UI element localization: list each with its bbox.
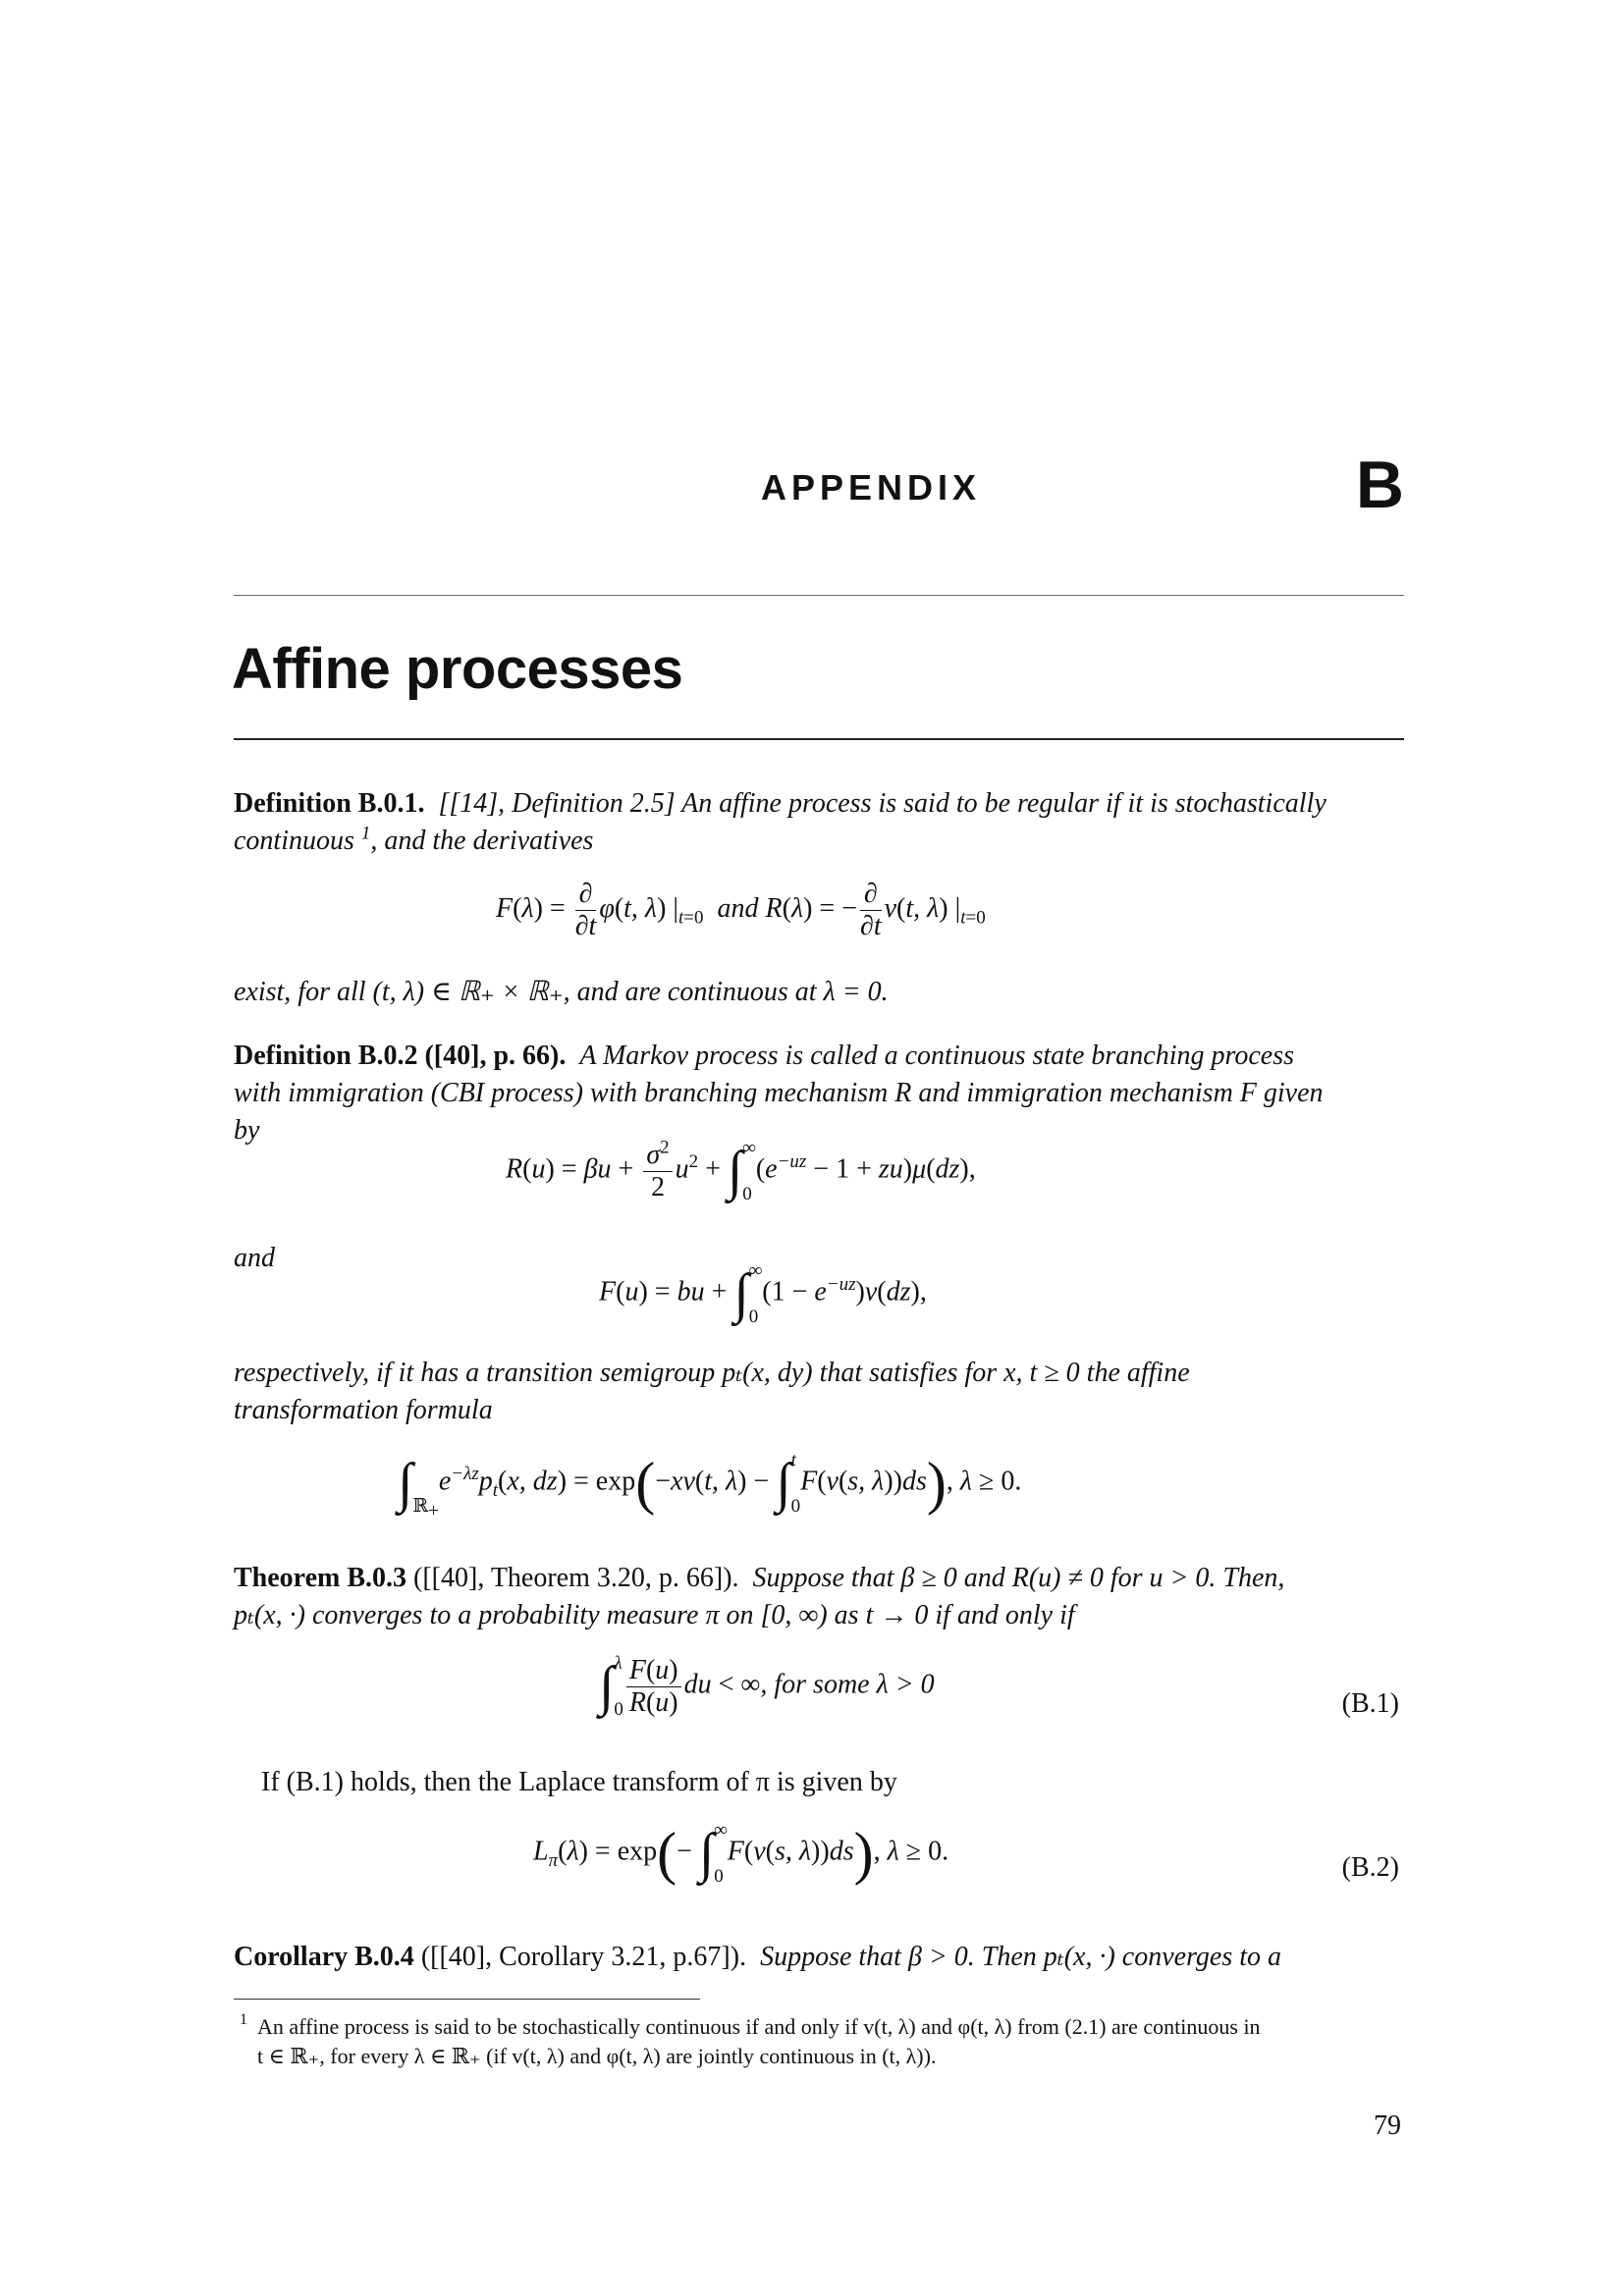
- equation-branching: R(u) = βu + $\frac{\sigma^2}{2}$ $u^2$ + ∫ ∞ 0 $(e^{-uz} - 1 + zu)\mu(dz)$,: [506, 1137, 976, 1204]
- B1-condition: , for some λ > 0: [760, 1669, 935, 1700]
- chapter-title: Affine processes: [232, 637, 683, 701]
- def1-line2-text: continuous: [234, 826, 354, 856]
- thm3-line2: pₜ(x, ·) converges to a probability measure π on [0, ∞) as t → 0 if and only if: [234, 1600, 1075, 1630]
- footnote-line1: An affine process is said to be stochastically continuous if and only if v(t, λ) and φ(t, λ) from (2.1) are continuous in: [257, 2014, 1261, 2039]
- equation-B1: ∫ λ 0 $\frac{F(u)}{R(u)}$ du < ∞, for some λ > 0: [599, 1653, 935, 1720]
- appendix-letter: B: [1355, 448, 1404, 522]
- thm3-ref: ([[40], Theorem 3.20, p. 66]).: [406, 1563, 739, 1593]
- def2-ref: ([40], p. 66).: [417, 1041, 567, 1071]
- footnote-mark: 1: [360, 823, 371, 844]
- def2-line1: [234, 1038, 1294, 1075]
- def2-and: and: [234, 1243, 275, 1273]
- header-rule: [234, 595, 1404, 596]
- eq-and: and: [717, 892, 759, 924]
- thm3-line1-text: Suppose that β ≥ 0 and R(u) ≠ 0 for u > 0. Then,: [752, 1563, 1285, 1593]
- def2-head: Definition B.0.2: [234, 1041, 418, 1071]
- footnote-line2: t ∈ ℝ₊, for every λ ∈ ℝ₊ (if v(t, λ) and φ(t, λ) are jointly continuous in (t, λ)).: [257, 2044, 937, 2068]
- def2-line2: with immigration (CBI process) with branching mechanism R and immigration mechanism F given: [234, 1078, 1324, 1108]
- footnote-number: 1: [240, 2011, 247, 2028]
- def1-conclusion: exist, for all (t, λ) ∈ ℝ₊ × ℝ₊, and are continuous at λ = 0.: [234, 977, 889, 1007]
- equation-immigration: F(u) = bu + ∫ ∞ 0 $(1 - e^{-uz})\nu(dz)$,: [599, 1260, 927, 1327]
- def2-respectively: respectively, if it has a transition semigroup pₜ(x, dy) that satisfies for x, t ≥ 0 the affine: [234, 1358, 1190, 1388]
- thm3-head: Theorem B.0.3: [234, 1563, 407, 1593]
- equation-derivatives: F(λ) = $\frac{\partial}{\partial t}$ φ(t, λ) $|_{t=0}$ and R(λ) = − $\frac{\partial}{\partial t}$ v(t, λ) $|_{t=0}$: [496, 879, 986, 941]
- appendix-label: APPENDIX: [760, 467, 981, 507]
- cor4-ref: ([[40], Corollary 3.21, p.67]).: [413, 1942, 747, 1972]
- def2-line1-text: A Markov process is called a continuous state branching process: [579, 1041, 1294, 1071]
- page-number: 79: [1374, 2110, 1401, 2141]
- laplace-sentence: If (B.1) holds, then the Laplace transform of π is given by: [261, 1767, 897, 1797]
- footnote-rule: [234, 1999, 700, 2000]
- def1-head: Definition B.0.1.: [234, 788, 425, 819]
- title-rule: [234, 738, 1404, 740]
- cor4-line1-text: Suppose that β > 0. Then pₜ(x, ·) converges to a: [760, 1942, 1282, 1972]
- def1-line2: [234, 823, 593, 860]
- def1-line1-text: [[14], Definition 2.5] An affine process is said to be regular if it is stochastically: [438, 788, 1326, 819]
- equation-transformation: ∫ ℝ$_+$ $e^{-\lambda z}p_t(x$, dz) = exp(−xv(t, λ) − ∫ t 0 F(v(s, λ))ds), λ ≥ 0.: [398, 1450, 1022, 1522]
- cor4-head: Corollary B.0.4: [234, 1942, 414, 1972]
- cor4-line1: [234, 1939, 1281, 1976]
- def1-line1: [234, 785, 1412, 823]
- equation-number-B1: (B.1): [1341, 1688, 1399, 1719]
- def1-line2-rest: , and the derivatives: [370, 826, 594, 856]
- def2-line3: by: [234, 1115, 260, 1146]
- equation-number-B2: (B.2): [1341, 1852, 1399, 1883]
- equation-B2: $L_\pi(\lambda) = \exp(-$ ∫ ∞ 0 F(v(s, λ))ds), λ ≥ 0.: [533, 1820, 949, 1887]
- thm3-line1: [234, 1560, 1284, 1597]
- def2-transformation: transformation formula: [234, 1395, 493, 1425]
